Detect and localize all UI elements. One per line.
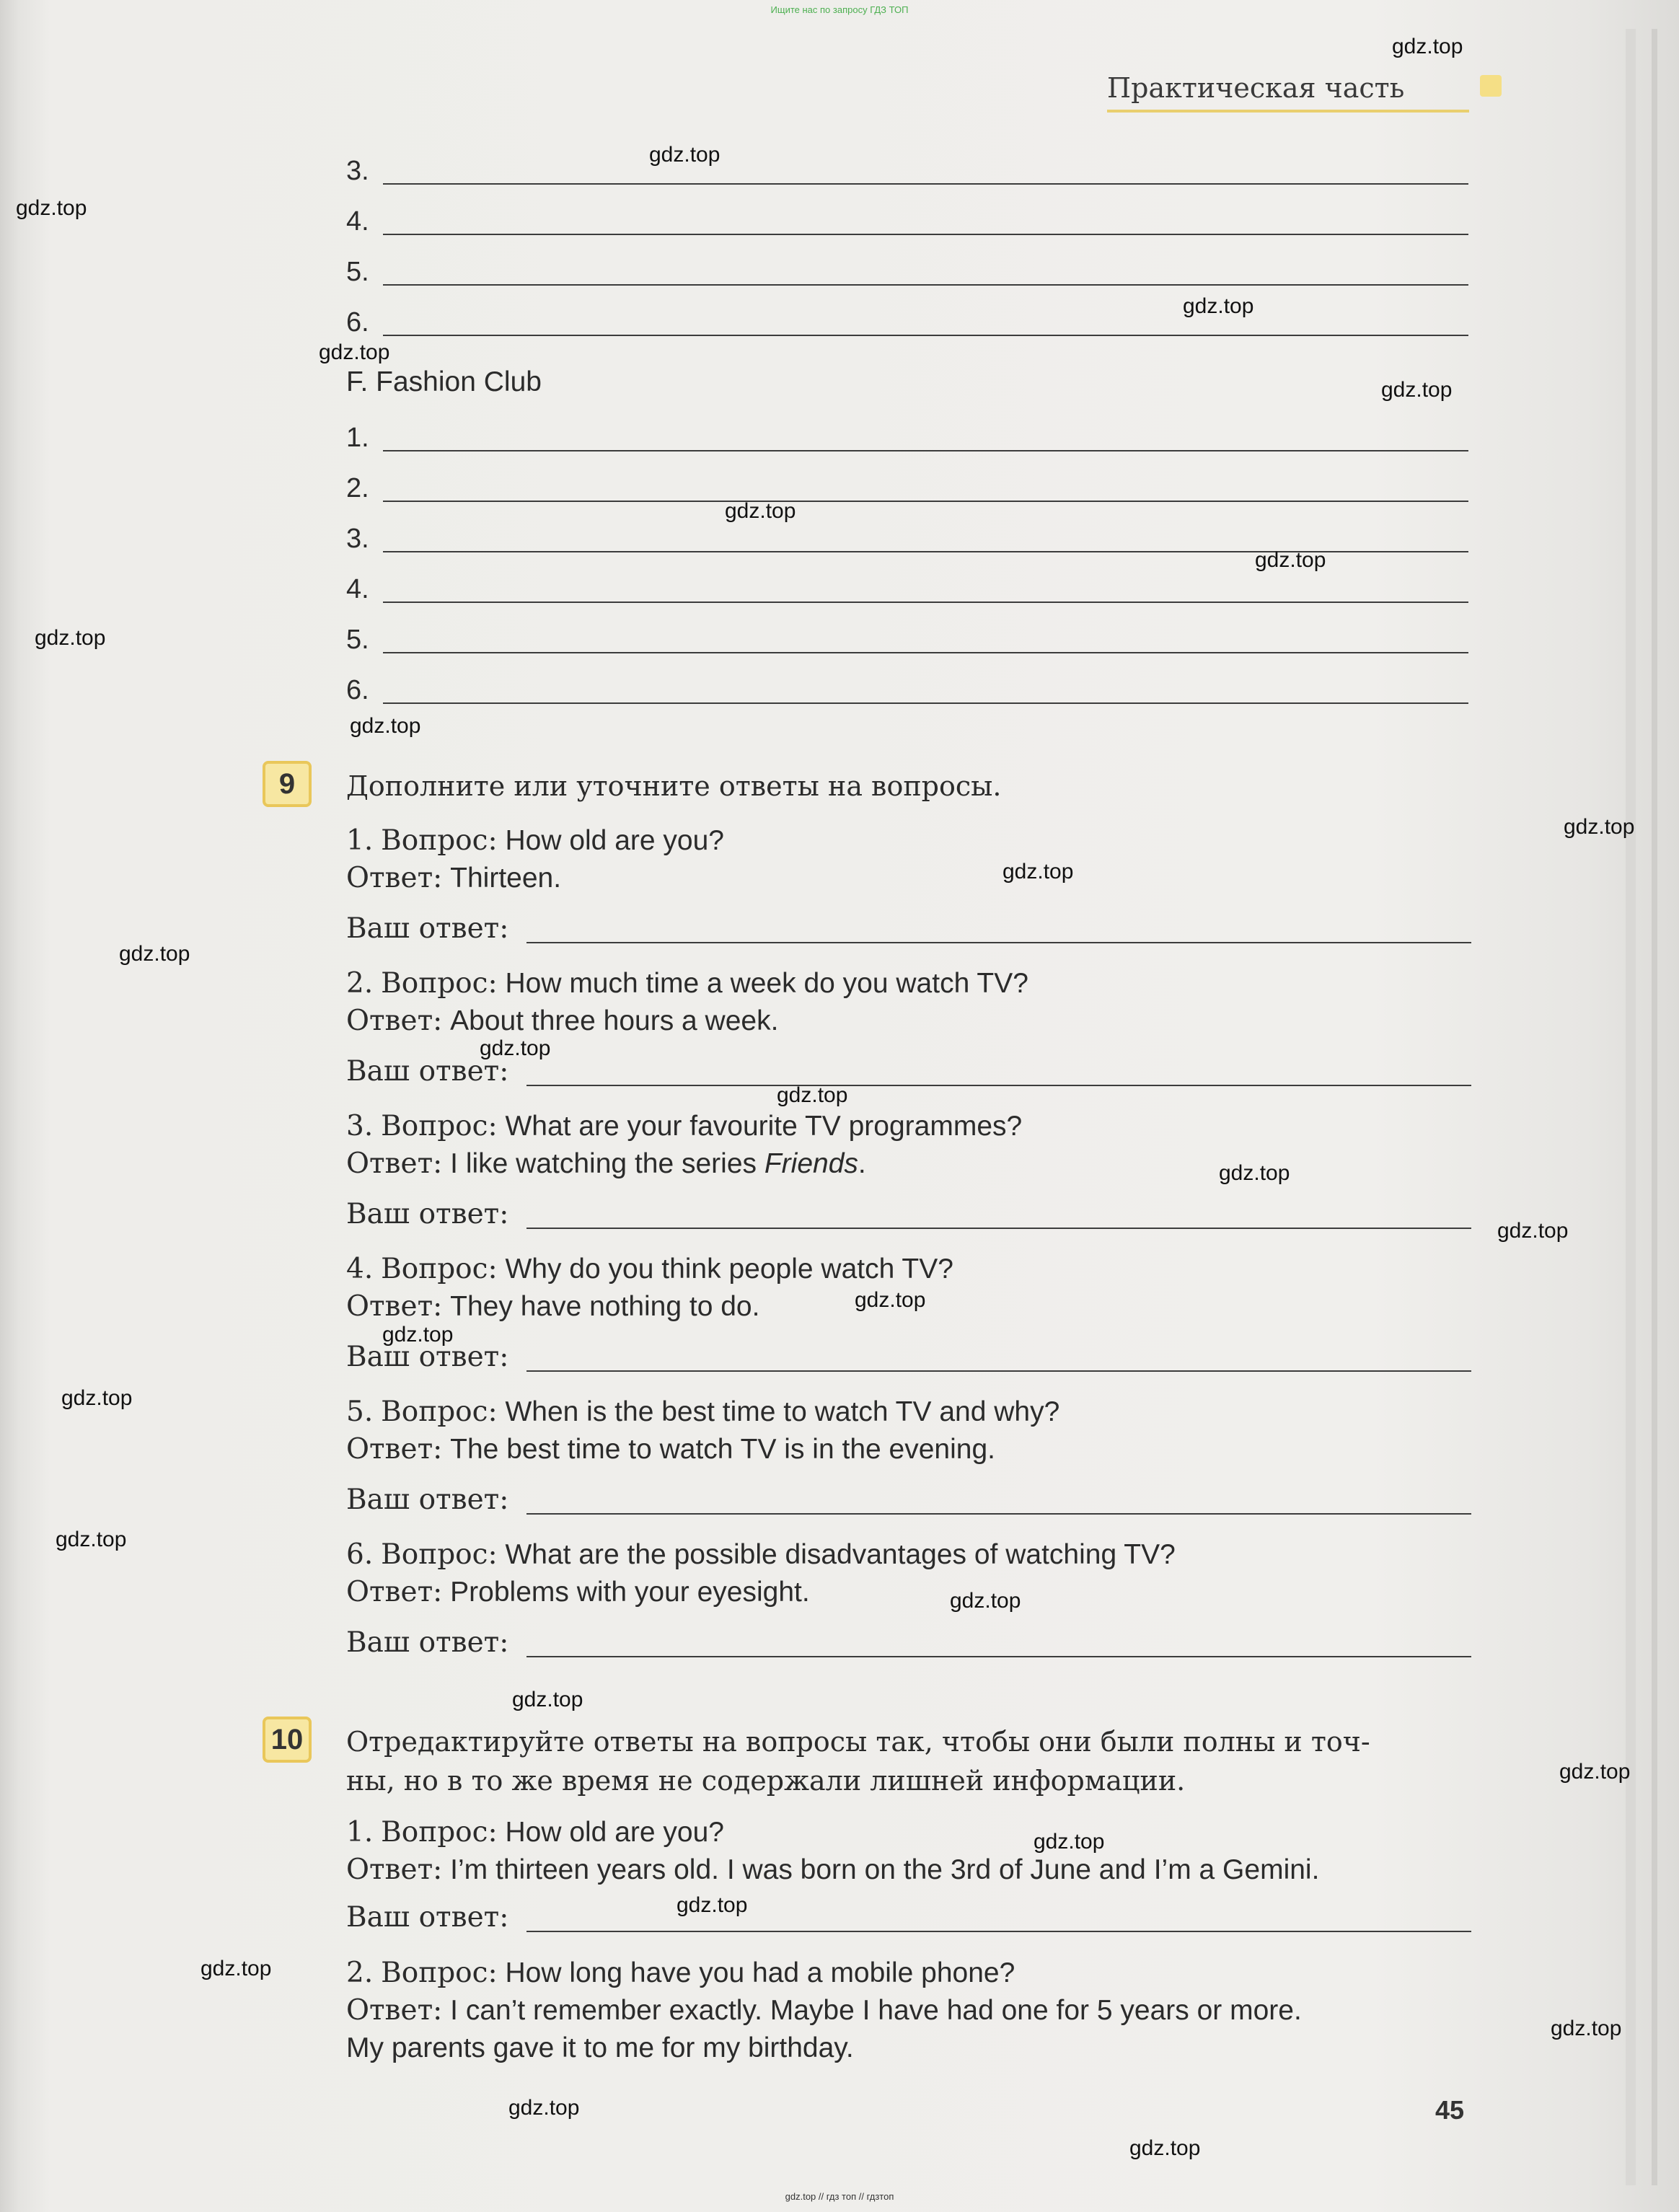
watermark: gdz.top: [1219, 1161, 1290, 1185]
watermark: gdz.top: [319, 340, 390, 364]
answer-line[interactable]: 4.: [346, 195, 1468, 238]
page-spine-shadow: [1626, 29, 1636, 2185]
your-answer-field[interactable]: Ваш ответ:: [346, 1196, 1471, 1233]
club-title: F. Fashion Club: [346, 366, 542, 397]
your-answer-field[interactable]: Ваш ответ:: [346, 910, 1471, 948]
watermark: gdz.top: [480, 1036, 551, 1060]
watermark: gdz.top: [677, 1893, 748, 1917]
watermark: gdz.top: [1381, 378, 1453, 402]
your-answer-field[interactable]: Ваш ответ:: [346, 1339, 1471, 1376]
your-answer-field[interactable]: Ваш ответ:: [346, 1899, 1471, 1936]
watermark: gdz.top: [508, 2096, 580, 2120]
answer-line[interactable]: 2.: [346, 462, 1468, 505]
exercise-9-item-2: 2. Вопрос: How much time a week do you watch TV? Ответ: About three hours a week. Ваш ответ:: [346, 965, 1471, 1090]
watermark: gdz.top: [1002, 860, 1074, 884]
watermark: gdz.top: [950, 1589, 1021, 1613]
watermark: gdz.top: [725, 499, 796, 523]
section-underline: [1107, 110, 1469, 113]
watermark: gdz.top: [35, 626, 106, 650]
section-marker-icon: [1480, 75, 1502, 97]
watermark: gdz.top: [649, 143, 720, 167]
watermark: gdz.top: [1392, 35, 1463, 58]
watermark: gdz.top: [61, 1386, 133, 1410]
bottom-note: gdz.top // гдз топ // гдзтоп: [785, 2191, 894, 2202]
watermark: gdz.top: [119, 942, 190, 966]
exercise-10-instruction: Отредактируйте ответы на вопросы так, чтобы они были полны и точ- ны, но в то же время не содержали лишней информации.: [346, 1726, 1370, 1797]
answer-line[interactable]: 5.: [346, 613, 1468, 656]
page-number: 45: [1435, 2095, 1465, 2125]
watermark: gdz.top: [1559, 1760, 1631, 1784]
watermark: gdz.top: [1551, 2017, 1622, 2040]
answer-line[interactable]: 3.: [346, 144, 1468, 188]
answer-line[interactable]: 5.: [346, 245, 1468, 288]
exercise-9-item-4: 4. Вопрос: Why do you think people watch TV? Ответ: They have nothing to do. Ваш ответ:: [346, 1251, 1471, 1376]
watermark: gdz.top: [382, 1323, 454, 1347]
watermark: gdz.top: [855, 1288, 926, 1312]
your-answer-field[interactable]: Ваш ответ:: [346, 1053, 1471, 1090]
watermark: gdz.top: [1497, 1219, 1569, 1243]
exercise-10-item-1: 1. Вопрос: How old are you? Ответ: I’m thirteen years old. I was born on the 3rd of June and I’m a Gemini. Ваш ответ:: [346, 1814, 1471, 1936]
watermark: gdz.top: [16, 196, 87, 220]
exercise-9-instruction: Дополните или уточните ответы на вопросы.: [346, 770, 1002, 802]
exercise-10-item-2: 2. Вопрос: How long have you had a mobile phone? Ответ: I can’t remember exactly. Maybe I have had one for 5 years or more. My parents gave it to me for my birthday.: [346, 1957, 1302, 2063]
watermark: gdz.top: [200, 1957, 272, 1980]
watermark: gdz.top: [56, 1528, 127, 1551]
answer-line[interactable]: 4.: [346, 563, 1468, 606]
page-edge-shadow: [1652, 29, 1657, 2185]
watermark: gdz.top: [777, 1083, 848, 1107]
watermark: gdz.top: [1183, 294, 1254, 318]
answer-line[interactable]: 3.: [346, 512, 1468, 555]
watermark: gdz.top: [1034, 1830, 1105, 1854]
watermark: gdz.top: [1129, 2136, 1201, 2160]
exercise-9-item-5: 5. Вопрос: When is the best time to watch TV and why? Ответ: The best time to watch TV is in the evening. Ваш ответ:: [346, 1393, 1471, 1519]
exercise-10-badge: 10: [263, 1717, 312, 1763]
exercise-9-item-1: 1. Вопрос: How old are you? Ответ: Thirteen. Ваш ответ:: [346, 822, 1471, 948]
exercise-9-item-3: 3. Вопрос: What are your favourite TV programmes? Ответ: I like watching the series Friends. Ваш ответ:: [346, 1108, 1471, 1233]
watermark: gdz.top: [1255, 548, 1326, 572]
exercise-9-item-6: 6. Вопрос: What are the possible disadvantages of watching TV? Ответ: Problems with your eyesight. Ваш ответ:: [346, 1536, 1471, 1662]
answer-line[interactable]: 1.: [346, 411, 1468, 454]
watermark: gdz.top: [512, 1688, 583, 1711]
exercise-9-badge: 9: [263, 761, 312, 807]
section-header: Практическая часть: [1107, 72, 1405, 104]
watermark: gdz.top: [350, 714, 421, 738]
watermark: gdz.top: [1564, 815, 1635, 839]
your-answer-field[interactable]: Ваш ответ:: [346, 1624, 1471, 1662]
top-note: Ищите нас по запросу ГДЗ ТОП: [770, 4, 909, 15]
answer-line[interactable]: 6.: [346, 664, 1468, 707]
your-answer-field[interactable]: Ваш ответ:: [346, 1481, 1471, 1519]
answer-line[interactable]: 6.: [346, 296, 1468, 339]
